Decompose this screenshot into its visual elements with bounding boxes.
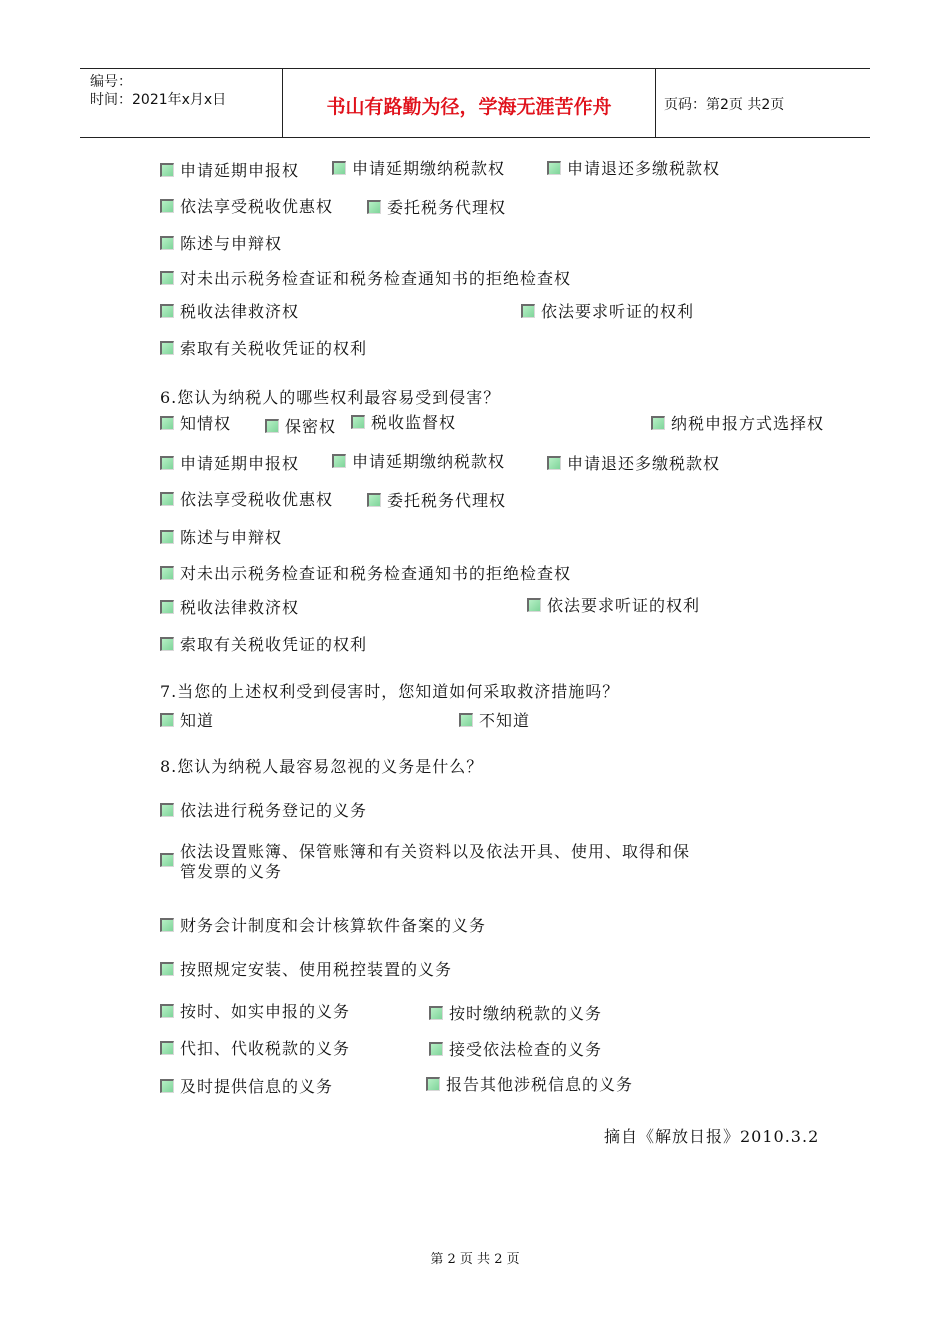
checkbox-icon[interactable] (160, 803, 174, 817)
header-page-cell (656, 69, 870, 137)
checkbox-icon[interactable] (459, 713, 473, 727)
checkbox-icon[interactable] (547, 161, 561, 175)
checkbox-icon[interactable] (160, 199, 174, 213)
checkbox-icon[interactable] (332, 161, 346, 175)
checkbox-icon[interactable] (160, 1004, 174, 1018)
checkbox-icon[interactable] (160, 456, 174, 470)
checkbox-icon[interactable] (160, 713, 174, 727)
checkbox-icon[interactable] (521, 304, 535, 318)
header-meta-cell (80, 69, 283, 137)
question-6: 6.您认为纳税人的哪些权利最容易受到侵害？ (160, 388, 501, 407)
checkbox-icon[interactable] (160, 341, 174, 355)
motto-text: 书山有路勤为径，学海无涯苦作舟 (326, 96, 612, 118)
checkbox-icon[interactable] (160, 566, 174, 580)
document-number-label: 编号： (90, 74, 132, 90)
document-date-label: 时间：2021年x月x日 (90, 92, 227, 108)
source-citation: 摘自《解放日报》2010.3.2 (604, 1127, 820, 1146)
page-header (80, 68, 870, 138)
checkbox-icon[interactable] (160, 853, 174, 867)
checkbox-icon[interactable] (160, 1041, 174, 1055)
checkbox-icon[interactable] (160, 304, 174, 318)
checkbox-icon[interactable] (160, 492, 174, 506)
checkbox-icon[interactable] (160, 1079, 174, 1093)
checkbox-icon[interactable] (527, 598, 541, 612)
checkbox-icon[interactable] (160, 271, 174, 285)
checkbox-icon[interactable] (160, 918, 174, 932)
checkbox-icon[interactable] (265, 419, 279, 433)
question-7: 7.当您的上述权利受到侵害时，您知道如何采取救济措施吗？ (160, 682, 620, 701)
checkbox-icon[interactable] (367, 493, 381, 507)
checkbox-icon[interactable] (160, 530, 174, 544)
checkbox-icon[interactable] (160, 163, 174, 177)
checkbox-icon[interactable] (367, 200, 381, 214)
checkbox-icon[interactable] (651, 416, 665, 430)
checkbox-icon[interactable] (160, 236, 174, 250)
checkbox-icon[interactable] (351, 415, 365, 429)
checkbox-icon[interactable] (429, 1006, 443, 1020)
checkbox-icon[interactable] (426, 1077, 440, 1091)
checkbox-icon[interactable] (160, 416, 174, 430)
question-8: 8.您认为纳税人最容易忽视的义务是什么？ (160, 757, 484, 776)
checkbox-icon[interactable] (160, 637, 174, 651)
checkbox-icon[interactable] (429, 1042, 443, 1056)
checkbox-icon[interactable] (332, 454, 346, 468)
checkbox-icon[interactable] (547, 456, 561, 470)
page-info: 页码：第2页 共2页 (664, 97, 785, 113)
checkbox-icon[interactable] (160, 600, 174, 614)
checkbox-icon[interactable] (160, 962, 174, 976)
header-motto-cell (283, 69, 656, 137)
page-footer: 第 2 页 共 2 页 (430, 1252, 520, 1267)
